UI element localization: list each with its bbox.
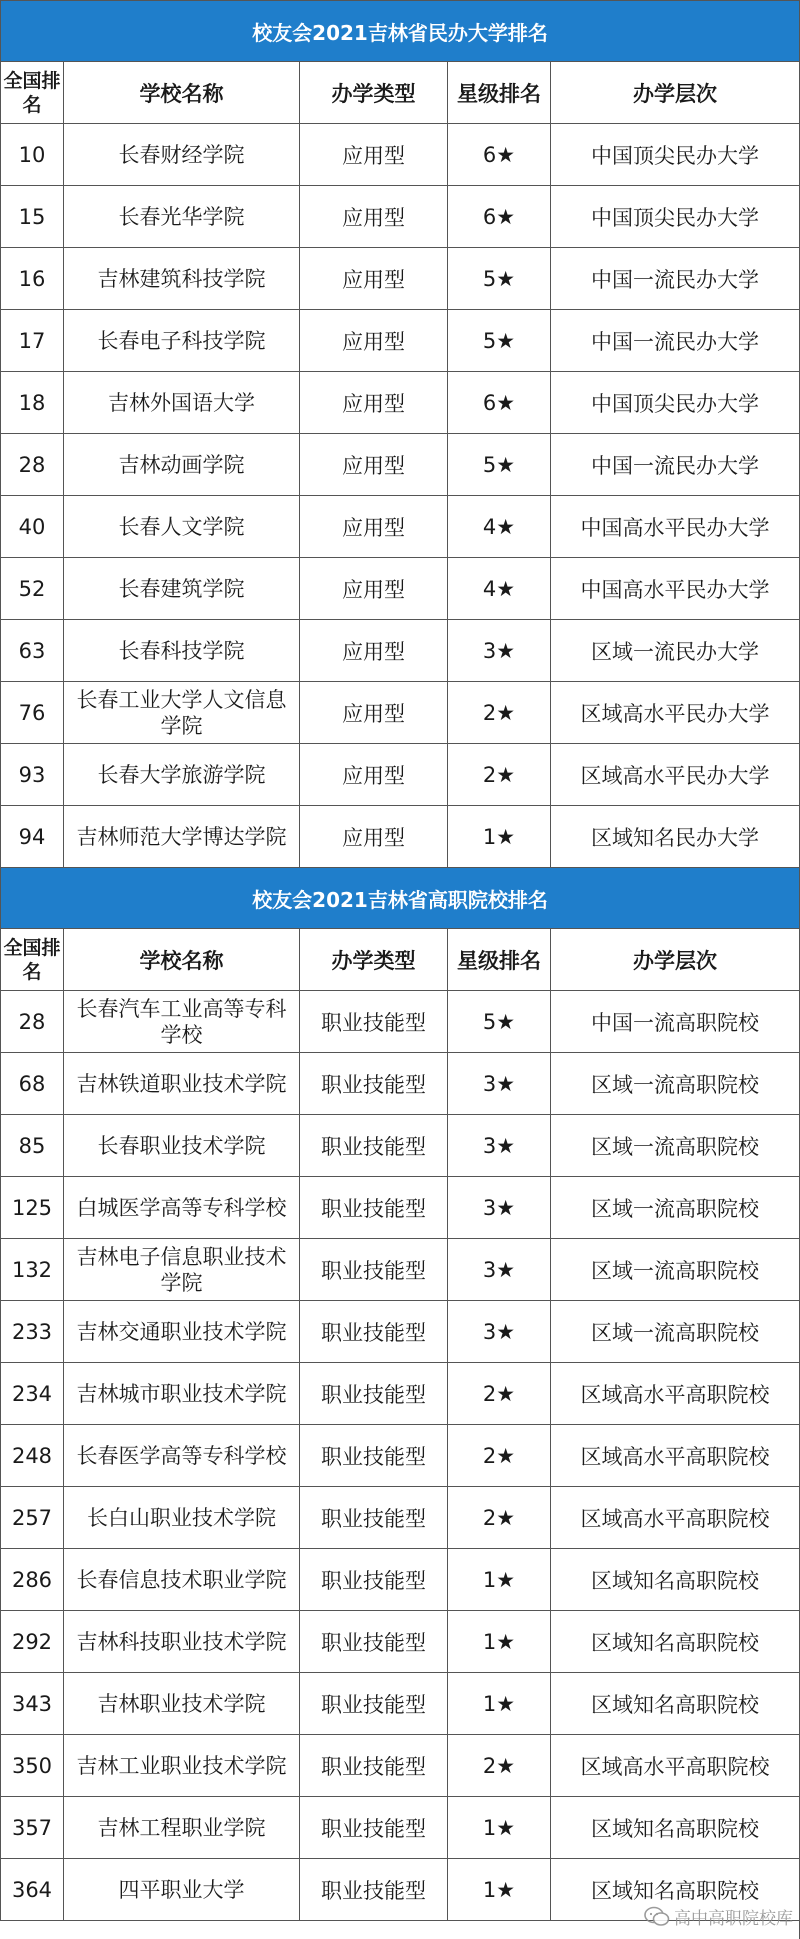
cell-school-type: 职业技能型 bbox=[300, 1673, 448, 1735]
table-row bbox=[1, 806, 800, 868]
cell-school-name: 吉林师范大学博达学院 bbox=[64, 806, 300, 868]
cell-school-name: 白城医学高等专科学校 bbox=[64, 1177, 300, 1239]
cell-school-type: 应用型 bbox=[300, 682, 448, 744]
cell-star-rank: 2★ bbox=[448, 1735, 551, 1797]
cell-school-name: 长春财经学院 bbox=[64, 124, 300, 186]
cell-school-name: 长春光华学院 bbox=[64, 186, 300, 248]
cell-school-type: 应用型 bbox=[300, 124, 448, 186]
table-row bbox=[1, 1673, 800, 1735]
cell-rank: 85 bbox=[1, 1115, 64, 1177]
table-row bbox=[1, 496, 800, 558]
cell-rank: 68 bbox=[1, 1053, 64, 1115]
header-star-rank: 星级排名 bbox=[448, 62, 551, 124]
cell-school-type: 职业技能型 bbox=[300, 1363, 448, 1425]
cell-star-rank: 2★ bbox=[448, 744, 551, 806]
cell-rank: 257 bbox=[1, 1487, 64, 1549]
cell-school-level: 区域高水平民办大学 bbox=[551, 744, 800, 806]
cell-school-name: 吉林铁道职业技术学院 bbox=[64, 1053, 300, 1115]
cell-school-level: 区域一流高职院校 bbox=[551, 1053, 800, 1115]
cell-school-type: 职业技能型 bbox=[300, 1735, 448, 1797]
cell-school-level: 中国顶尖民办大学 bbox=[551, 372, 800, 434]
table-row bbox=[1, 186, 800, 248]
cell-school-level: 区域一流高职院校 bbox=[551, 1301, 800, 1363]
table-row bbox=[1, 124, 800, 186]
cell-rank: 343 bbox=[1, 1673, 64, 1735]
cell-school-name: 长春人文学院 bbox=[64, 496, 300, 558]
header-school-name: 学校名称 bbox=[64, 62, 300, 124]
cell-school-type: 应用型 bbox=[300, 372, 448, 434]
table-title-row bbox=[1, 868, 800, 929]
cell-school-type: 应用型 bbox=[300, 310, 448, 372]
cell-star-rank: 1★ bbox=[448, 1611, 551, 1673]
cell-star-rank: 3★ bbox=[448, 1177, 551, 1239]
watermark bbox=[644, 1904, 793, 1929]
cell-school-level: 区域高水平高职院校 bbox=[551, 1735, 800, 1797]
cell-school-name: 吉林建筑科技学院 bbox=[64, 248, 300, 310]
cell-star-rank: 2★ bbox=[448, 682, 551, 744]
cell-star-rank: 4★ bbox=[448, 496, 551, 558]
cell-school-type: 职业技能型 bbox=[300, 1425, 448, 1487]
cell-star-rank: 3★ bbox=[448, 620, 551, 682]
table-row bbox=[1, 744, 800, 806]
cell-school-type: 职业技能型 bbox=[300, 1859, 448, 1921]
cell-school-name: 长春科技学院 bbox=[64, 620, 300, 682]
cell-rank: 28 bbox=[1, 434, 64, 496]
cell-school-type: 应用型 bbox=[300, 434, 448, 496]
cell-star-rank: 3★ bbox=[448, 1301, 551, 1363]
cell-rank: 15 bbox=[1, 186, 64, 248]
cell-school-name: 长春工业大学人文信息学院 bbox=[64, 682, 300, 744]
cell-school-level: 区域高水平高职院校 bbox=[551, 1425, 800, 1487]
table-row bbox=[1, 558, 800, 620]
header-star-rank: 星级排名 bbox=[448, 929, 551, 991]
cell-school-type: 职业技能型 bbox=[300, 1301, 448, 1363]
header-rank: 全国排名 bbox=[1, 929, 64, 991]
cell-rank: 248 bbox=[1, 1425, 64, 1487]
cell-star-rank: 5★ bbox=[448, 248, 551, 310]
header-row bbox=[1, 929, 800, 991]
cell-school-level: 区域高水平高职院校 bbox=[551, 1487, 800, 1549]
header-school-type: 办学类型 bbox=[300, 929, 448, 991]
cell-school-level: 区域一流高职院校 bbox=[551, 1177, 800, 1239]
cell-rank: 350 bbox=[1, 1735, 64, 1797]
cell-school-name: 长春电子科技学院 bbox=[64, 310, 300, 372]
table-row bbox=[1, 1549, 800, 1611]
cell-rank: 357 bbox=[1, 1797, 64, 1859]
table-row bbox=[1, 372, 800, 434]
cell-school-level: 区域高水平民办大学 bbox=[551, 682, 800, 744]
cell-school-type: 应用型 bbox=[300, 744, 448, 806]
table-title: 校友会2021吉林省高职院校排名 bbox=[1, 868, 800, 929]
cell-school-name: 长春医学高等专科学校 bbox=[64, 1425, 300, 1487]
cell-school-name: 吉林交通职业技术学院 bbox=[64, 1301, 300, 1363]
cell-school-level: 区域一流高职院校 bbox=[551, 1115, 800, 1177]
cell-star-rank: 5★ bbox=[448, 310, 551, 372]
table-row bbox=[1, 248, 800, 310]
cell-school-name: 四平职业大学 bbox=[64, 1859, 300, 1921]
cell-school-type: 职业技能型 bbox=[300, 1797, 448, 1859]
cell-school-level: 中国高水平民办大学 bbox=[551, 558, 800, 620]
table-row bbox=[1, 1115, 800, 1177]
cell-star-rank: 4★ bbox=[448, 558, 551, 620]
cell-rank: 292 bbox=[1, 1611, 64, 1673]
cell-rank: 52 bbox=[1, 558, 64, 620]
cell-school-level: 区域知名高职院校 bbox=[551, 1859, 800, 1921]
cell-school-type: 职业技能型 bbox=[300, 1239, 448, 1301]
cell-school-type: 应用型 bbox=[300, 558, 448, 620]
header-school-type: 办学类型 bbox=[300, 62, 448, 124]
cell-rank: 10 bbox=[1, 124, 64, 186]
table-row bbox=[1, 1487, 800, 1549]
cell-school-level: 中国一流民办大学 bbox=[551, 434, 800, 496]
header-school-level: 办学层次 bbox=[551, 929, 800, 991]
watermark-text: 高中高职院校库 bbox=[674, 1909, 793, 1929]
table-row bbox=[1, 1611, 800, 1673]
cell-school-name: 吉林科技职业技术学院 bbox=[64, 1611, 300, 1673]
table-row bbox=[1, 1239, 800, 1301]
cell-school-level: 中国顶尖民办大学 bbox=[551, 186, 800, 248]
cell-school-name: 吉林工业职业技术学院 bbox=[64, 1735, 300, 1797]
cell-school-type: 职业技能型 bbox=[300, 991, 448, 1053]
table-row bbox=[1, 310, 800, 372]
cell-school-level: 区域知名高职院校 bbox=[551, 1797, 800, 1859]
cell-school-name: 长白山职业技术学院 bbox=[64, 1487, 300, 1549]
cell-school-name: 吉林工程职业学院 bbox=[64, 1797, 300, 1859]
cell-rank: 76 bbox=[1, 682, 64, 744]
cell-school-name: 吉林外国语大学 bbox=[64, 372, 300, 434]
cell-star-rank: 1★ bbox=[448, 1859, 551, 1921]
header-row bbox=[1, 62, 800, 124]
cell-school-name: 长春信息技术职业学院 bbox=[64, 1549, 300, 1611]
table-row bbox=[1, 1301, 800, 1363]
cell-school-level: 区域知名高职院校 bbox=[551, 1549, 800, 1611]
cell-school-level: 中国一流民办大学 bbox=[551, 310, 800, 372]
cell-school-name: 长春建筑学院 bbox=[64, 558, 300, 620]
cell-rank: 94 bbox=[1, 806, 64, 868]
cell-school-name: 吉林职业技术学院 bbox=[64, 1673, 300, 1735]
table-row bbox=[1, 620, 800, 682]
cell-school-type: 职业技能型 bbox=[300, 1549, 448, 1611]
cell-star-rank: 5★ bbox=[448, 991, 551, 1053]
cell-rank: 233 bbox=[1, 1301, 64, 1363]
table-row bbox=[1, 1425, 800, 1487]
table-row bbox=[1, 682, 800, 744]
cell-school-type: 应用型 bbox=[300, 186, 448, 248]
cell-school-type: 职业技能型 bbox=[300, 1053, 448, 1115]
cell-school-level: 区域知名高职院校 bbox=[551, 1611, 800, 1673]
cell-school-name: 长春职业技术学院 bbox=[64, 1115, 300, 1177]
cell-star-rank: 3★ bbox=[448, 1115, 551, 1177]
cell-rank: 18 bbox=[1, 372, 64, 434]
header-rank: 全国排名 bbox=[1, 62, 64, 124]
cell-star-rank: 6★ bbox=[448, 124, 551, 186]
cell-school-type: 应用型 bbox=[300, 248, 448, 310]
cell-star-rank: 3★ bbox=[448, 1239, 551, 1301]
cell-school-name: 长春大学旅游学院 bbox=[64, 744, 300, 806]
cell-rank: 234 bbox=[1, 1363, 64, 1425]
table-title: 校友会2021吉林省民办大学排名 bbox=[1, 1, 800, 62]
table-row bbox=[1, 1735, 800, 1797]
cell-school-type: 职业技能型 bbox=[300, 1177, 448, 1239]
cell-school-level: 区域一流民办大学 bbox=[551, 620, 800, 682]
cell-school-name: 吉林城市职业技术学院 bbox=[64, 1363, 300, 1425]
table-row bbox=[1, 434, 800, 496]
cell-rank: 364 bbox=[1, 1859, 64, 1921]
cell-star-rank: 1★ bbox=[448, 1673, 551, 1735]
header-school-name: 学校名称 bbox=[64, 929, 300, 991]
cell-school-name: 吉林电子信息职业技术学院 bbox=[64, 1239, 300, 1301]
cell-school-level: 中国顶尖民办大学 bbox=[551, 124, 800, 186]
cell-school-name: 长春汽车工业高等专科学校 bbox=[64, 991, 300, 1053]
cell-star-rank: 6★ bbox=[448, 186, 551, 248]
cell-school-level: 区域一流高职院校 bbox=[551, 1239, 800, 1301]
table-row bbox=[1, 1363, 800, 1425]
cell-rank: 16 bbox=[1, 248, 64, 310]
cell-school-level: 中国高水平民办大学 bbox=[551, 496, 800, 558]
cell-school-level: 区域知名高职院校 bbox=[551, 1673, 800, 1735]
cell-star-rank: 5★ bbox=[448, 434, 551, 496]
cell-rank: 28 bbox=[1, 991, 64, 1053]
cell-rank: 17 bbox=[1, 310, 64, 372]
cell-rank: 93 bbox=[1, 744, 64, 806]
table-row bbox=[1, 991, 800, 1053]
cell-star-rank: 2★ bbox=[448, 1363, 551, 1425]
cell-star-rank: 1★ bbox=[448, 1549, 551, 1611]
cell-star-rank: 1★ bbox=[448, 806, 551, 868]
table-row bbox=[1, 1797, 800, 1859]
table-row bbox=[1, 1177, 800, 1239]
cell-rank: 63 bbox=[1, 620, 64, 682]
cell-star-rank: 2★ bbox=[448, 1487, 551, 1549]
cell-rank: 40 bbox=[1, 496, 64, 558]
cell-star-rank: 3★ bbox=[448, 1053, 551, 1115]
cell-school-type: 职业技能型 bbox=[300, 1487, 448, 1549]
cell-school-type: 应用型 bbox=[300, 620, 448, 682]
cell-rank: 286 bbox=[1, 1549, 64, 1611]
table-title-row bbox=[1, 1, 800, 62]
cell-rank: 125 bbox=[1, 1177, 64, 1239]
cell-school-level: 中国一流民办大学 bbox=[551, 248, 800, 310]
cell-star-rank: 2★ bbox=[448, 1425, 551, 1487]
cell-school-type: 职业技能型 bbox=[300, 1611, 448, 1673]
cell-school-level: 区域知名民办大学 bbox=[551, 806, 800, 868]
table-row bbox=[1, 1053, 800, 1115]
cell-school-type: 职业技能型 bbox=[300, 1115, 448, 1177]
cell-star-rank: 6★ bbox=[448, 372, 551, 434]
header-school-level: 办学层次 bbox=[551, 62, 800, 124]
cell-rank: 132 bbox=[1, 1239, 64, 1301]
cell-star-rank: 1★ bbox=[448, 1797, 551, 1859]
cell-school-level: 区域高水平高职院校 bbox=[551, 1363, 800, 1425]
cell-school-type: 应用型 bbox=[300, 806, 448, 868]
cell-school-name: 吉林动画学院 bbox=[64, 434, 300, 496]
cell-school-type: 应用型 bbox=[300, 496, 448, 558]
cell-school-level: 中国一流高职院校 bbox=[551, 991, 800, 1053]
wechat-icon bbox=[644, 1906, 670, 1928]
